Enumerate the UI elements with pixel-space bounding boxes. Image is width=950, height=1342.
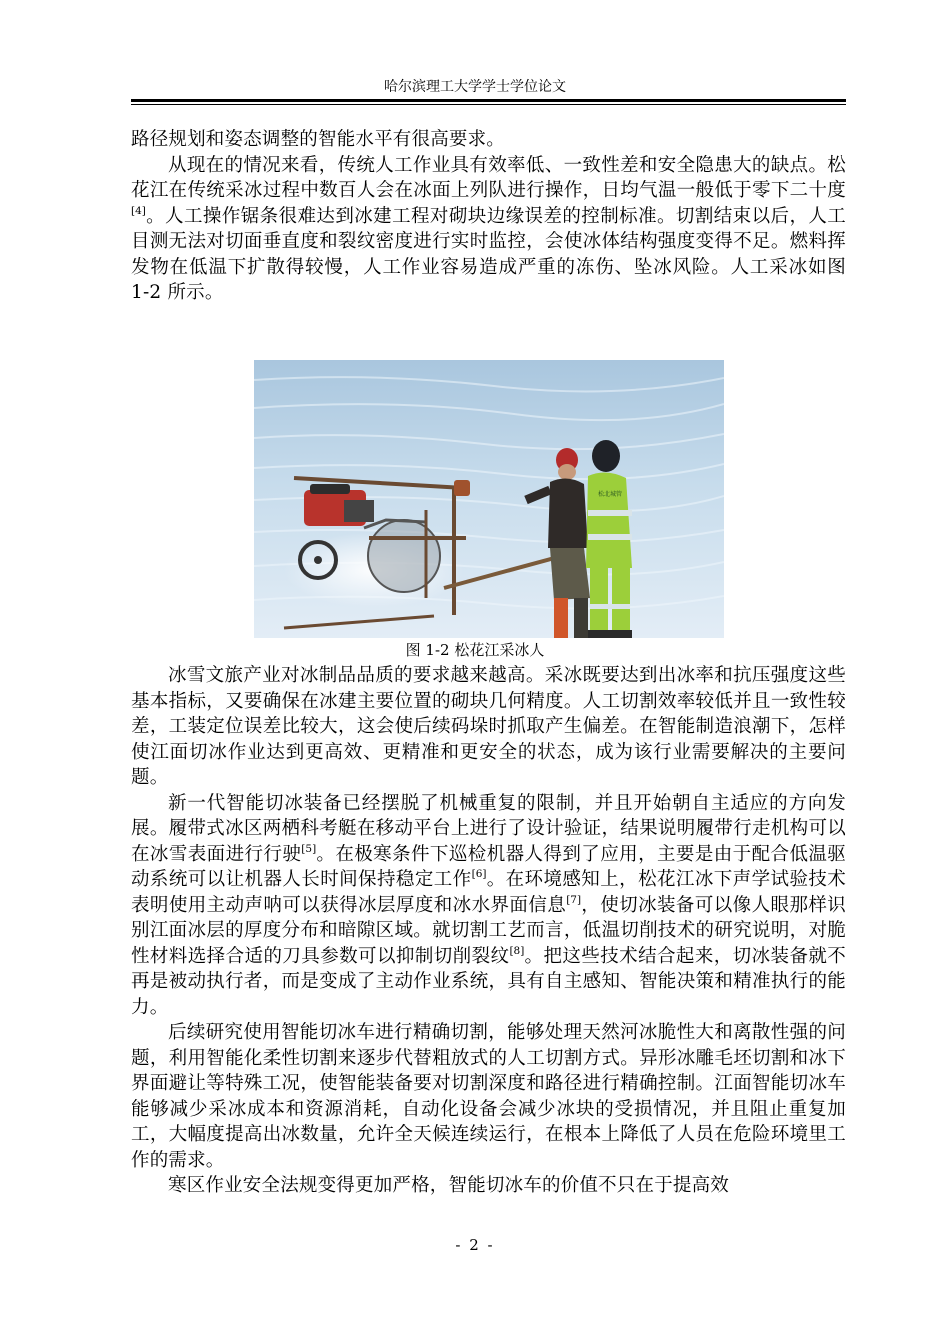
paragraph <box>131 663 846 791</box>
header-rule-thin <box>131 104 846 105</box>
citation-ref: [6] <box>471 868 487 880</box>
body-text-bottom <box>131 663 846 1199</box>
paragraph <box>131 1173 846 1199</box>
paragraph-text: 冰雪文旅产业对冰制品品质的要求越来越高。采冰既要达到出冰率和抗压强度这些基本指标，又要确保在冰建主要位置的砌块几何精度。人工切割效率较低并且一致性较差，工装定位误差比较大，这会使后续码垛时抓取产生偏差。在智能制造浪潮下，怎样使江面切冰作业达到更高效、更精准和更安全的状态，成为该行业需要解决的主要问题。 <box>131 665 846 788</box>
paragraph-text: 后续研究使用智能切冰车进行精确切割，能够处理天然河冰脆性大和离散性强的问题，利用智能化柔性切割来逐步代替粗放式的人工切割方式。异形冰雕毛坯切割和冰下界面避让等特殊工况，使智能装备要对切割深度和路径进行精确控制。江面智能切冰车能够减少采冰成本和资源消耗，自动化设备会减少冰块的受损情况，并且阻止重复加工，大幅度提高出冰数量，允许全天候连续运行，在根本上降低了人员在危险环境里工作的需求。 <box>131 1022 846 1171</box>
paragraph <box>131 791 846 1021</box>
citation-ref: [8] <box>509 944 525 957</box>
running-header: 哈尔滨理工大学学士学位论文 <box>384 79 566 95</box>
header-rule-thick <box>131 99 846 102</box>
paragraph-text: 。把这些技术结合起来，切冰装备就不再是被动执行者，而是变成了主动作业系统，具有自主感知、智能决策和精准执行的能力。 <box>131 945 846 1018</box>
paragraph-text: ，使切冰装备可以像人眼那样识别江面冰层的厚度分布和暗隙区域。就切割工艺而言，低温切削技术的研究说明，对脆性材料选择合适的刀具参数可以抑制切削裂纹 <box>131 894 846 967</box>
paragraph-text: 。在极寒条件下巡检机器人得到了应用，主要是由于配合低温驱动系统可以让机器人长时间保持稳定工作 <box>131 843 846 890</box>
citation-ref: [4] <box>131 204 146 217</box>
figure-caption: 图 1-2 松花江采冰人 <box>405 641 545 659</box>
paragraph-text: 路径规划和姿态调整的智能水平有很高要求。 <box>131 129 506 150</box>
paragraph-text: 新一代智能切冰装备已经摆脱了机械重复的限制，并且开始朝自主适应的方向发展。履带式冰区两栖科考艇在移动平台上进行了设计验证，结果说明履带行走机构可以在冰雪表面进行行驶 <box>131 792 846 865</box>
paragraph-text: 寒区作业安全法规变得更加严格，智能切冰车的价值不只在于提高效 <box>168 1175 730 1196</box>
citation-ref: [7] <box>566 893 582 906</box>
body-text-top <box>131 127 846 306</box>
citation-ref: [5] <box>301 842 317 855</box>
paragraph-text: 。在环境感知上，松花江冰下声学试验技术表明使用主动声呐可以获得冰层厚度和冰水界面信息 <box>131 869 846 916</box>
page-number: - 2 - <box>455 1236 495 1254</box>
paragraph <box>131 153 846 306</box>
figure-photo <box>254 360 724 638</box>
paragraph-text: 从现在的情况来看，传统人工作业具有效率低、一致性差和安全隐患大的缺点。松花江在传统采冰过程中数百人会在冰面上列队进行操作，日均气温一般低于零下二十度 <box>131 154 846 201</box>
paragraph-text: 。人工操作锯条很难达到冰建工程对砌块边缘误差的控制标准。切割结束以后，人工目测无法对切面垂直度和裂纹密度进行实时监控，会使冰体结构强度变得不足。燃料挥发物在低温下扩散得较慢，人工作业容易造成严重的冻伤、坠冰风险。人工采冰如图 1-2 所示。 <box>131 205 846 303</box>
svg-text:松北城管: 松北城管 <box>597 491 623 498</box>
paragraph <box>131 127 846 153</box>
paragraph <box>131 1020 846 1173</box>
